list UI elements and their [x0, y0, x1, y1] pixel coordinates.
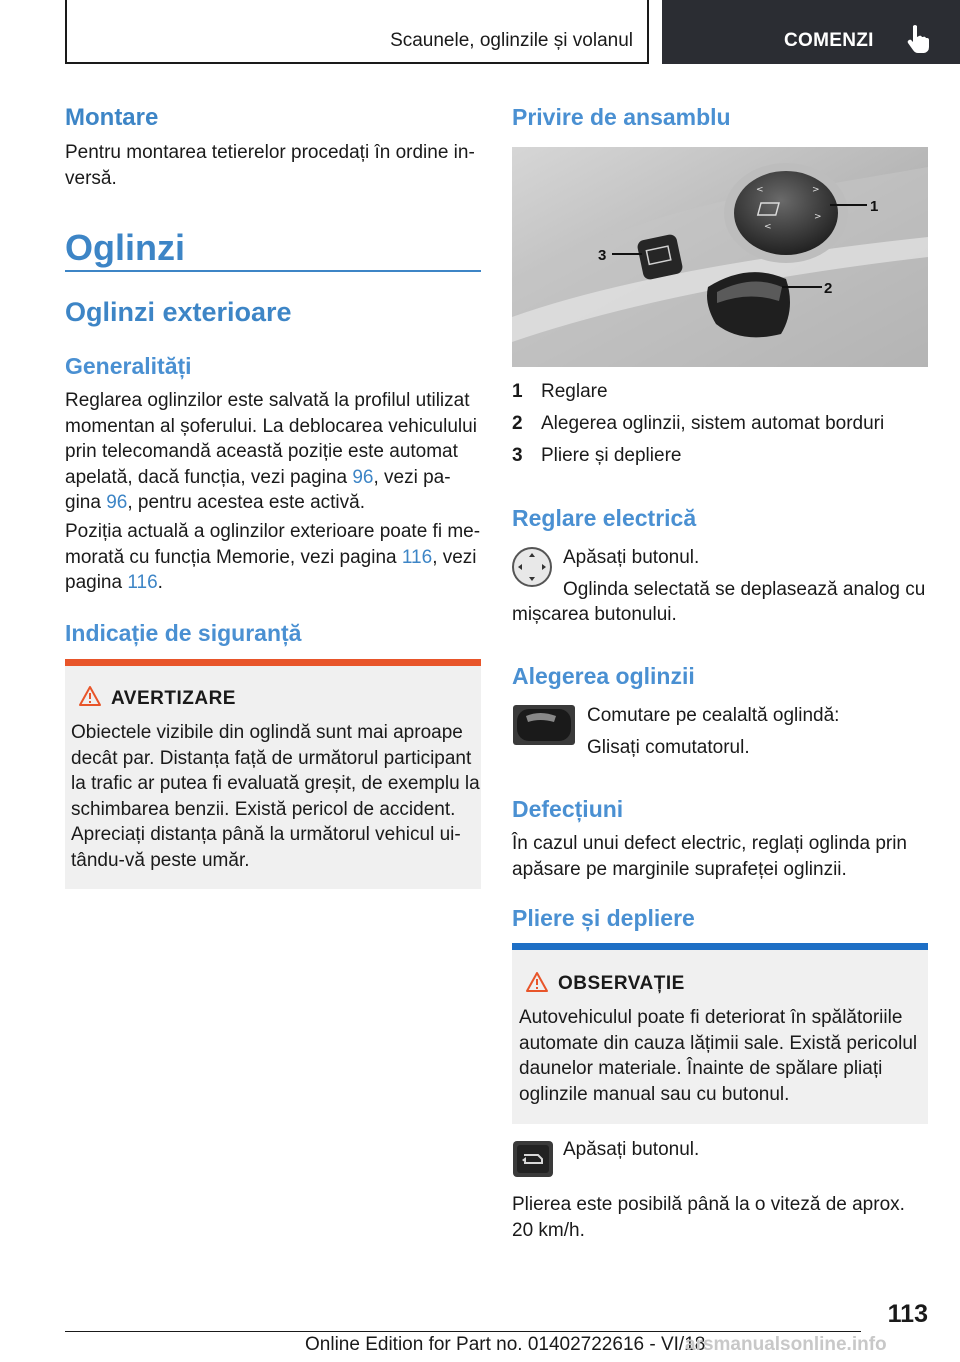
general-heading: Generalități — [65, 353, 192, 379]
notice-triangle-icon — [525, 971, 549, 993]
mirror-controls-figure — [512, 147, 928, 367]
select-heading: Alegerea oglinzii — [512, 663, 695, 689]
svg-text:>: > — [814, 212, 822, 222]
general-line: prin telecomandă această poziție este automat — [65, 441, 458, 462]
fold-heading: Pliere și depliere — [512, 905, 695, 931]
header-section-box — [65, 0, 649, 64]
text-fragment: morată cu funcția Memorie, vezi pagina — [65, 546, 402, 568]
fold-line: 20 km/h. — [512, 1219, 585, 1241]
position-line: Poziția actuală a oglinzilor exterioare poate fi me- — [65, 521, 481, 542]
electric-line-1: Apăsați butonul. — [563, 547, 700, 568]
electric-heading: Reglare electrică — [512, 505, 697, 531]
electric-line-2: Oglinda selectată se deplasează analog cu — [563, 579, 926, 600]
item-number: 3 — [512, 445, 523, 466]
warning-bar — [65, 659, 481, 666]
joystick-button-icon — [511, 546, 553, 588]
footer-edition-text: Online Edition for Part no. 01402722616 - VI/18 — [305, 1334, 706, 1355]
ext-mirrors-heading: Oglinzi exterioare — [65, 297, 292, 327]
montare-text — [65, 140, 481, 191]
fold-press-text: Apăsați butonul. — [563, 1139, 700, 1160]
defect-line: apăsare pe marginile suprafeței oglinzii. — [512, 858, 847, 880]
warning-line: Apreciați distanța până la următorul vehicul ui- — [71, 824, 461, 845]
select-line-2: Glisați comutatorul. — [587, 737, 750, 758]
notice-box — [512, 943, 928, 1124]
svg-text:<: < — [764, 222, 772, 232]
page-number: 113 — [887, 1300, 928, 1328]
warning-line: decât par. Distanța față de următorul participant — [71, 747, 472, 769]
footer-rule — [65, 1331, 861, 1332]
select-line-1: Comutare pe cealaltă oglindă: — [587, 705, 840, 726]
text-fragment: , vezi — [432, 546, 477, 568]
position-line — [65, 545, 481, 571]
warning-line: la trafic ar putea fi evaluată greșit, de exemplu la — [71, 773, 480, 794]
header-tab-label: COMENZI — [784, 30, 874, 51]
general-line — [65, 490, 481, 516]
item-number: 1 — [512, 381, 523, 402]
defect-line: În cazul unui defect electric, reglați oglinda prin — [512, 833, 908, 854]
notice-text — [519, 1005, 924, 1107]
warning-text — [71, 720, 481, 873]
overview-heading: Privire de ansamblu — [512, 104, 731, 130]
item-text: Alegerea oglinzii, sistem automat borduri — [541, 413, 885, 434]
general-line: momentan al șoferului. La deblocarea vehiculului — [65, 415, 477, 437]
notice-line: oglinzile manual sau cu butonul. — [519, 1083, 790, 1105]
text-fragment: . — [157, 572, 163, 593]
text-fragment: gina — [65, 492, 107, 513]
notice-bar — [512, 943, 928, 950]
item-text: Reglare — [541, 381, 608, 402]
svg-text:>: > — [812, 185, 820, 195]
warning-title: AVERTIZARE — [111, 688, 236, 709]
header-tab-comenzi[interactable] — [662, 0, 960, 64]
svg-text:<: < — [756, 185, 764, 195]
watermark: arsmanualsonline.info — [685, 1334, 887, 1355]
warning-box — [65, 659, 481, 889]
safety-heading: Indicație de siguranță — [65, 620, 302, 646]
warning-line: Obiectele vizibile din oglindă sunt mai aproape — [71, 722, 463, 743]
header-section-title: Scaunele, oglinzile și volanul — [390, 30, 633, 51]
text-fragment: pagina — [65, 572, 128, 593]
fold-button-icon — [512, 1140, 554, 1178]
hand-pointer-icon — [905, 24, 931, 54]
page-link-116[interactable]: 116 — [401, 546, 433, 568]
position-line — [65, 570, 481, 596]
notice-line: automate din cauza lățimii sale. Există pericolul — [519, 1032, 918, 1054]
warning-line: schimbarea benzii. Există pericol de accident. — [71, 798, 456, 820]
item-text: Pliere și depliere — [541, 445, 682, 466]
defect-text — [512, 831, 928, 882]
montare-heading: Montare — [65, 104, 159, 131]
general-line: Reglarea oglinzilor este salvată la profilul utilizat — [65, 390, 470, 411]
warning-line: tându-vă peste umăr. — [71, 849, 250, 871]
warning-triangle-icon — [78, 685, 102, 707]
notice-title: OBSERVAȚIE — [558, 973, 685, 994]
electric-line-3: mișcarea butonului. — [512, 604, 677, 625]
notice-line: daunelor materiale. Înainte de spălare pliați — [519, 1058, 883, 1079]
position-text — [65, 519, 481, 596]
defect-heading: Defecțiuni — [512, 796, 624, 822]
page-link-116[interactable]: 116 — [127, 572, 158, 593]
fold-line: Plierea este posibilă până la o viteză de aprox. — [512, 1194, 905, 1215]
fold-text — [512, 1192, 928, 1243]
text-fragment: , vezi pa- — [373, 466, 451, 488]
text-fragment: , pentru acestea este activă. — [127, 492, 365, 513]
page-link-96[interactable]: 96 — [106, 492, 128, 513]
montare-line-2: versă. — [65, 167, 117, 189]
item-number: 2 — [512, 413, 523, 434]
general-line — [65, 465, 481, 491]
callout-1: 1 — [870, 198, 879, 215]
text-fragment: apelată, dacă funcția, vezi pagina — [65, 466, 353, 488]
oglinzi-heading: Oglinzi — [65, 227, 185, 268]
page-link-96[interactable]: 96 — [352, 466, 374, 488]
oglinzi-rule — [65, 270, 481, 272]
general-text — [65, 388, 481, 516]
callout-2: 2 — [824, 280, 833, 297]
mirror-switch-icon — [512, 704, 576, 746]
notice-line: Autovehiculul poate fi deteriorat în spălătoriile — [519, 1007, 903, 1028]
montare-line-1: Pentru montarea tetierelor procedați în ordine in- — [65, 142, 475, 163]
callout-3: 3 — [598, 247, 607, 264]
